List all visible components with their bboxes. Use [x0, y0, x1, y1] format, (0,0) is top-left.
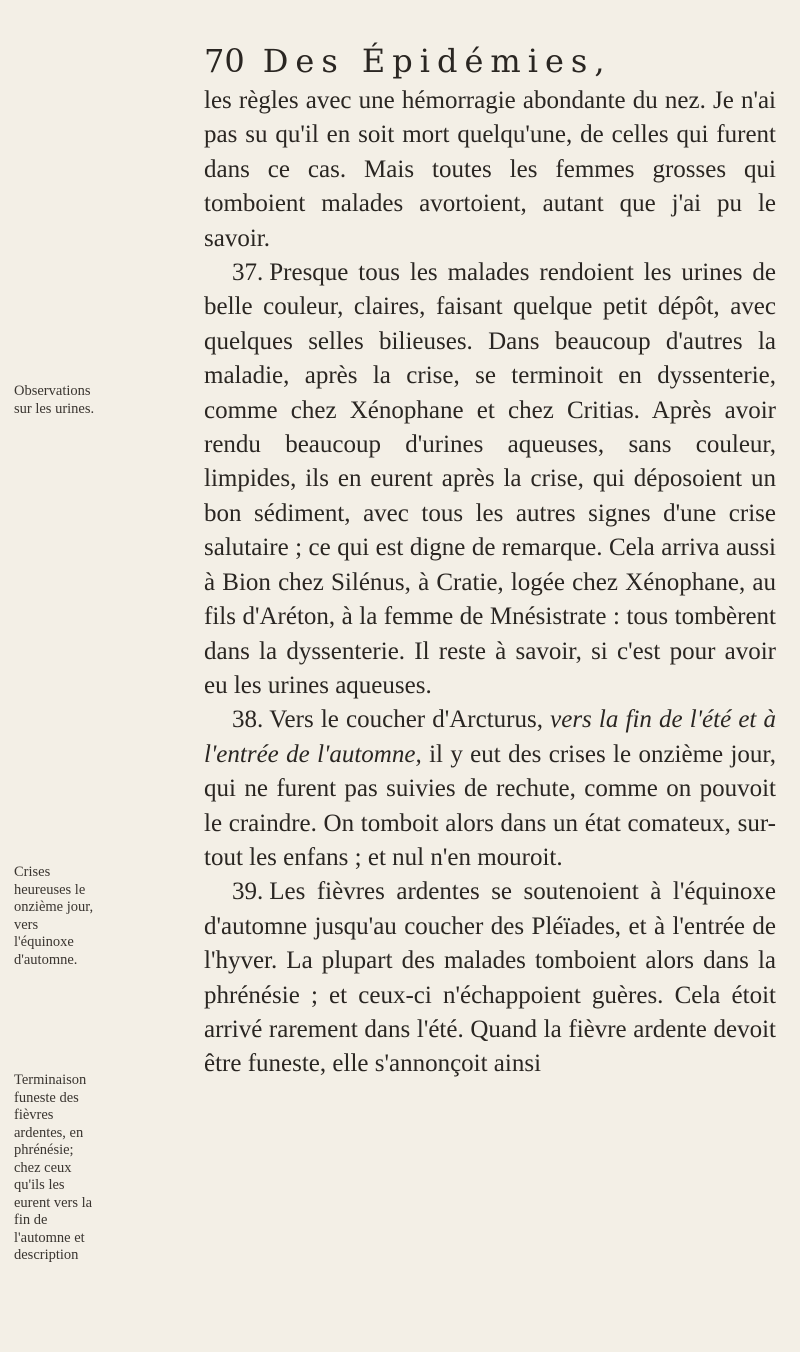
paragraph-38 [204, 703, 776, 875]
main-text [204, 84, 776, 1082]
paragraph-continued: les règles avec une hémorragie abondante du nez. Je n'ai pas su qu'il en soit mort quelqu'une, de celles qui furent dans ce cas. Mais toutes les femmes grosses qui tomboient malades avortoient, autant que j'ai pu le savoir. [204, 87, 776, 252]
margin-note-crises: Crises heureuses le onzième jour, vers l'équinoxe d'automne. [14, 864, 94, 968]
paragraph-number: 39. [232, 878, 264, 906]
margin-note-terminaison: Terminaison funeste des fièvres ardentes, en phrénésie; chez ceux qu'ils les eurent vers la fin de l'automne et description [14, 1072, 93, 1263]
paragraph-number: 37. [232, 259, 264, 287]
paragraph-text: il y eut des crises le onzième jour, qui ne furent pas suivies de rechute, comme on pouvoit le craindre. On tomboit alors dans un état comateux, sur-tout les enfans ; et nul n'en mouroit. [204, 740, 776, 871]
page-number: 70 [204, 42, 245, 80]
paragraph-39 [204, 875, 776, 1081]
paragraph-37 [204, 256, 776, 703]
running-title: Des Épidémies, [262, 42, 612, 80]
italic-phrase: vers la fin de l'été et à l'entrée de l'automne, [204, 706, 776, 768]
running-head [204, 42, 612, 80]
paragraph-text: Les fièvres ardentes se soutenoient à l'équinoxe d'automne jusqu'au coucher des Pléïades, et à l'entrée de l'hyver. La plupart des malades tomboient alors dans la phrénésie ; et ceux-ci n'échappoient guères. Cela étoit arrivé rarement dans l'été. Quand la fièvre ardente devoit être funeste, elle s'annonçoit ainsi [204, 878, 776, 1078]
paragraph-number: 38. [232, 706, 264, 734]
paragraph-text: Presque tous les malades rendoient les urines de belle couleur, claires, faisant quelque petit dépôt, avec quelques selles bilieuses. Dans beaucoup d'autres la maladie, après la crise, se terminoit en dyssenterie, comme chez Xénophane et chez Critias. Après avoir rendu beaucoup d'urines aqueuses, sans couleur, limpides, ils en eurent après la crise, qui déposoient un bon sédiment, avec tous les autres signes d'une crise salutaire ; ce qui est digne de remarque. Cela arriva aussi à Bion chez Silénus, à Cratie, logée chez Xénophane, au fils d'Aréton, à la femme de Mnésistrate : tous tombèrent dans la dyssenterie. Il reste à savoir, si c'est pour avoir eu les urines aqueuses. [204, 259, 776, 699]
paragraph-text: Vers le coucher d'Arcturus, [269, 706, 543, 734]
margin-note-urines: Observations sur les urines. [14, 383, 95, 417]
